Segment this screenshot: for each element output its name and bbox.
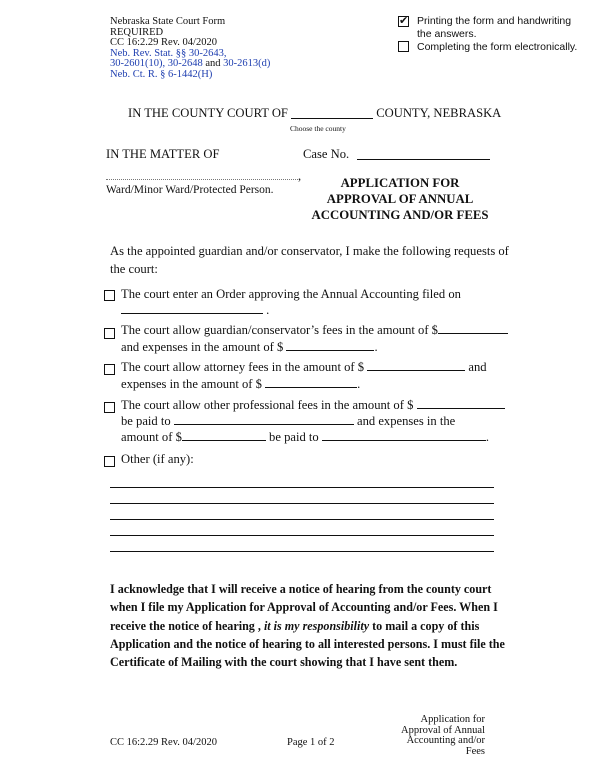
footer-form-number: CC 16:2.29 Rev. 04/2020 xyxy=(110,737,217,748)
request-attorney-fees-row1: The court allow attorney fees in the amount of $ and xyxy=(121,360,487,374)
form-info xyxy=(110,17,270,81)
statute-link[interactable]: 30-2601(10), 30-2648 xyxy=(110,58,203,70)
guardian-fee-amount-field[interactable] xyxy=(438,333,508,334)
ward-name-field[interactable] xyxy=(106,179,298,180)
request-professional-fees-row1: The court allow other professional fees in the amount of $ xyxy=(121,398,505,413)
other-request-line[interactable] xyxy=(110,519,494,520)
professional-expenses-amount-field[interactable] xyxy=(182,440,266,441)
court-header xyxy=(128,106,501,121)
ward-comma: , xyxy=(298,169,302,183)
footer-page-number: Page 1 of 2 xyxy=(287,737,335,748)
form-number: CC 16:2.29 Rev. 04/2020 xyxy=(110,37,217,49)
attorney-fee-amount-field[interactable] xyxy=(367,370,465,371)
county-field[interactable] xyxy=(291,118,373,119)
professional-fee-payee-field[interactable] xyxy=(174,424,354,425)
request-attorney-fees-checkbox[interactable] xyxy=(104,364,115,375)
accounting-filed-date-field[interactable] xyxy=(121,313,263,314)
case-no-label: Case No. xyxy=(303,147,350,161)
request-accounting-label: The court enter an Order approving the Annual Accounting filed on xyxy=(121,287,461,301)
request-accounting-date-row: . xyxy=(121,303,269,318)
request-attorney-fees-row2: expenses in the amount of $ . xyxy=(121,377,361,391)
other-request-line[interactable] xyxy=(110,487,494,488)
attorney-expenses-amount-field[interactable] xyxy=(265,387,357,388)
choose-county-hint: Choose the county xyxy=(290,124,346,133)
ward-label: Ward/Minor Ward/Protected Person. xyxy=(106,184,274,196)
statute-link[interactable]: Neb. Rev. Stat. §§ 30-2643, xyxy=(110,47,227,59)
other-request-line[interactable] xyxy=(110,535,494,536)
request-guardian-fees-checkbox[interactable] xyxy=(104,328,115,339)
court-suffix: COUNTY, NEBRASKA xyxy=(376,106,502,120)
form-required: REQUIRED xyxy=(110,26,164,38)
court-rule-link[interactable]: Neb. Ct. R. § 6-1442(H) xyxy=(110,68,213,80)
intro-text: As the appointed guardian and/or conservator, I make the following requests of the court: xyxy=(110,244,509,276)
professional-expenses-payee-field[interactable] xyxy=(322,440,486,441)
request-accounting-checkbox[interactable] xyxy=(104,290,115,301)
professional-fee-amount-field[interactable] xyxy=(417,408,505,409)
handwriting-option-label: Printing the form and handwriting the answers. xyxy=(417,15,572,40)
acknowledgment-emphasis: it is my responsibility xyxy=(263,618,370,633)
other-request-line[interactable] xyxy=(110,503,494,504)
handwriting-option-checkbox[interactable] xyxy=(398,16,409,27)
guardian-expenses-amount-field[interactable] xyxy=(286,350,374,351)
request-other-label: Other (if any): xyxy=(121,452,194,466)
electronic-option-label: Completing the form electronically. xyxy=(417,41,578,53)
request-guardian-fees-row2: and expenses in the amount of $ . xyxy=(121,340,378,354)
court-prefix: IN THE COUNTY COURT OF xyxy=(128,106,288,120)
page-title: APPLICATION FOR APPROVAL OF ANNUAL ACCOUNTING AND/OR FEES xyxy=(311,176,489,222)
acknowledgment-text: I acknowledge that I will receive a notice of hearing from the county court when I file my Application for Approval of Accounting and/or Fees. When I receive the notice of hearing , it is my responsibility to mail a copy of this Application and the notice of hearing to all interested persons. I must file the Certificate of Mailing with the court showing that I have sent them. xyxy=(110,582,505,670)
statute-and: and xyxy=(202,58,224,70)
footer-document-title: Application for Approval of Annual Accounting and/or Fees xyxy=(401,714,485,757)
case-number-field[interactable] xyxy=(357,159,490,160)
matter-label: IN THE MATTER OF xyxy=(106,147,220,161)
statute-link[interactable]: 30-2613(d) xyxy=(223,58,271,70)
request-professional-fees-row2: be paid to and expenses in the xyxy=(121,414,456,428)
electronic-option-checkbox[interactable] xyxy=(398,41,409,52)
request-professional-fees-row3: amount of $ be paid to . xyxy=(121,430,490,444)
request-other-checkbox[interactable] xyxy=(104,456,115,467)
request-guardian-fees-row1: The court allow guardian/conservator’s fees in the amount of $ xyxy=(121,323,508,338)
request-professional-fees-checkbox[interactable] xyxy=(104,402,115,413)
other-request-line[interactable] xyxy=(110,551,494,552)
form-source: Nebraska State Court Form xyxy=(110,16,226,27)
